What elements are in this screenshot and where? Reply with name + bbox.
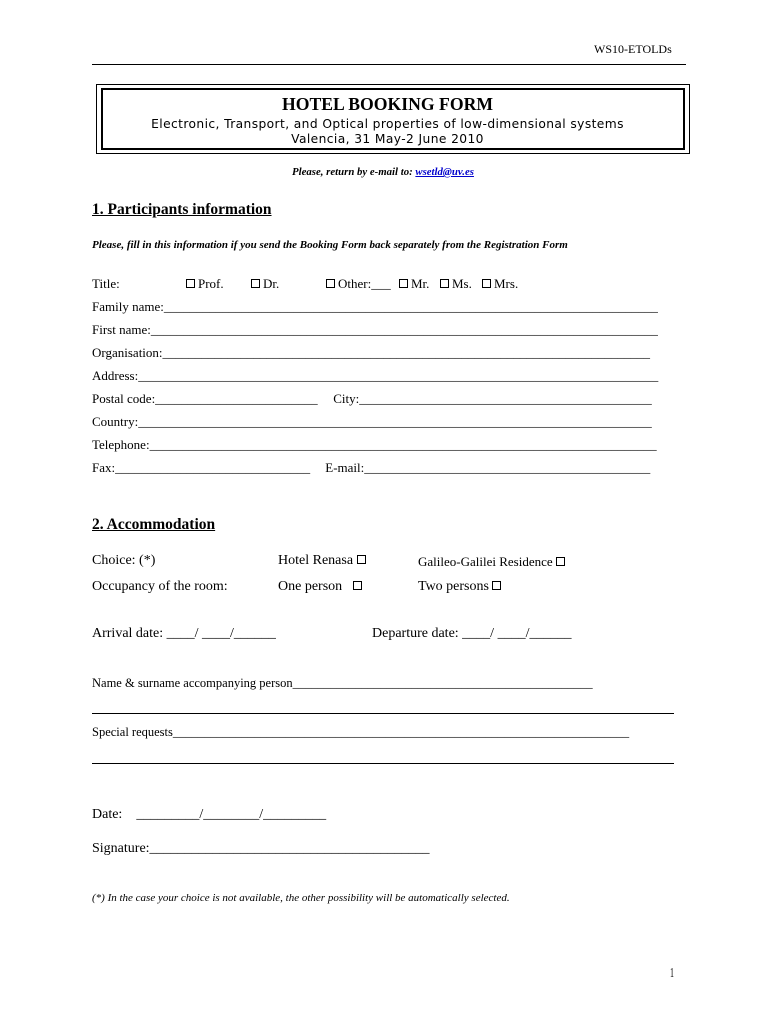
participants-note: Please, fill in this information if you send the Booking Form back separately from the Registration Form [92, 239, 568, 251]
mrs-checkbox[interactable] [482, 279, 491, 288]
title-label: Title: [92, 276, 120, 291]
option-two-persons[interactable] [418, 579, 504, 595]
telephone-field[interactable]: Telephone:______________________________________________________________________________ [92, 437, 657, 452]
accompanying-continuation-line[interactable] [92, 713, 674, 714]
choice-footnote: (*) In the case your choice is not available, the other possibility will be automatically selected. [92, 892, 510, 904]
header-rule [92, 64, 686, 65]
section-accommodation-heading: 2. Accommodation [92, 516, 216, 533]
galileo-residence-checkbox[interactable] [556, 557, 565, 566]
title-option-ms[interactable] [440, 276, 472, 292]
return-instruction [92, 166, 674, 178]
mr-label: Mr. [411, 276, 430, 291]
prof-checkbox[interactable] [186, 279, 195, 288]
hotel-renasa-label: Hotel Renasa [278, 553, 354, 568]
mr-checkbox[interactable] [399, 279, 408, 288]
family-name-field[interactable]: Family name:____________________________________________________________________________ [92, 299, 658, 314]
ms-checkbox[interactable] [440, 279, 449, 288]
return-text: Please, return by e-mail to: [292, 166, 416, 178]
galileo-residence-label: Galileo-Galilei Residence [418, 554, 553, 569]
option-hotel-renasa[interactable] [278, 553, 369, 569]
option-galileo-residence[interactable] [418, 554, 568, 570]
return-email-link[interactable]: wsetld@uv.es [415, 166, 474, 178]
conference-place-date: Valencia, 31 May-2 June 2010 [291, 131, 484, 146]
section-participants-heading: 1. Participants information [92, 201, 272, 218]
form-title: HOTEL BOOKING FORM [282, 94, 494, 114]
one-person-checkbox[interactable] [353, 581, 362, 590]
country-field[interactable]: Country:_______________________________________________________________________________ [92, 414, 652, 429]
title-option-prof[interactable] [186, 276, 224, 292]
special-requests-continuation-line[interactable] [92, 763, 674, 764]
ms-label: Ms. [452, 276, 472, 291]
two-persons-checkbox[interactable] [492, 581, 501, 590]
accompanying-person-field[interactable]: Name & surname accompanying person________________________________________________ [92, 676, 593, 690]
other-checkbox[interactable] [326, 279, 335, 288]
other-label: Other:___ [338, 276, 391, 291]
arrival-date-field[interactable]: Arrival date: ____/ ____/______ [92, 626, 276, 641]
occupancy-label: Occupancy of the room: [92, 579, 228, 594]
hotel-renasa-checkbox[interactable] [357, 555, 366, 564]
document-code: WS10-ETOLDs [594, 42, 672, 56]
signature-field[interactable]: Signature:________________________________________ [92, 841, 430, 856]
departure-date-field[interactable]: Departure date: ____/ ____/______ [372, 626, 572, 641]
choice-label: Choice: (*) [92, 553, 156, 568]
city-field[interactable]: City:_____________________________________________ [330, 391, 652, 406]
fax-field[interactable]: Fax:______________________________ [92, 460, 311, 475]
dr-label: Dr. [263, 276, 280, 291]
title-option-other[interactable] [326, 276, 391, 292]
conference-name: Electronic, Transport, and Optical properties of low-dimensional systems [151, 116, 624, 131]
page-number: 1 [670, 966, 674, 981]
date-field[interactable]: Date: _________/________/_________ [92, 807, 327, 822]
special-requests-field[interactable]: Special requests_________________________________________________________________________ [92, 725, 630, 739]
dr-checkbox[interactable] [251, 279, 260, 288]
mrs-label: Mrs. [494, 276, 519, 291]
prof-label: Prof. [198, 276, 224, 291]
option-one-person[interactable] [278, 579, 365, 595]
address-field[interactable]: Address:________________________________________________________________________________ [92, 368, 659, 383]
title-option-dr[interactable] [251, 276, 279, 292]
two-persons-label: Two persons [418, 579, 489, 594]
postal-code-field[interactable]: Postal code:_________________________ [92, 391, 318, 406]
organisation-field[interactable]: Organisation:___________________________________________________________________________ [92, 345, 651, 360]
title-option-mr[interactable] [399, 276, 429, 292]
first-name-field[interactable]: First name:______________________________________________________________________________ [92, 322, 658, 337]
email-field[interactable]: E-mail:____________________________________________ [322, 460, 651, 475]
one-person-label: One person [278, 579, 343, 594]
title-option-mrs[interactable] [482, 276, 518, 292]
